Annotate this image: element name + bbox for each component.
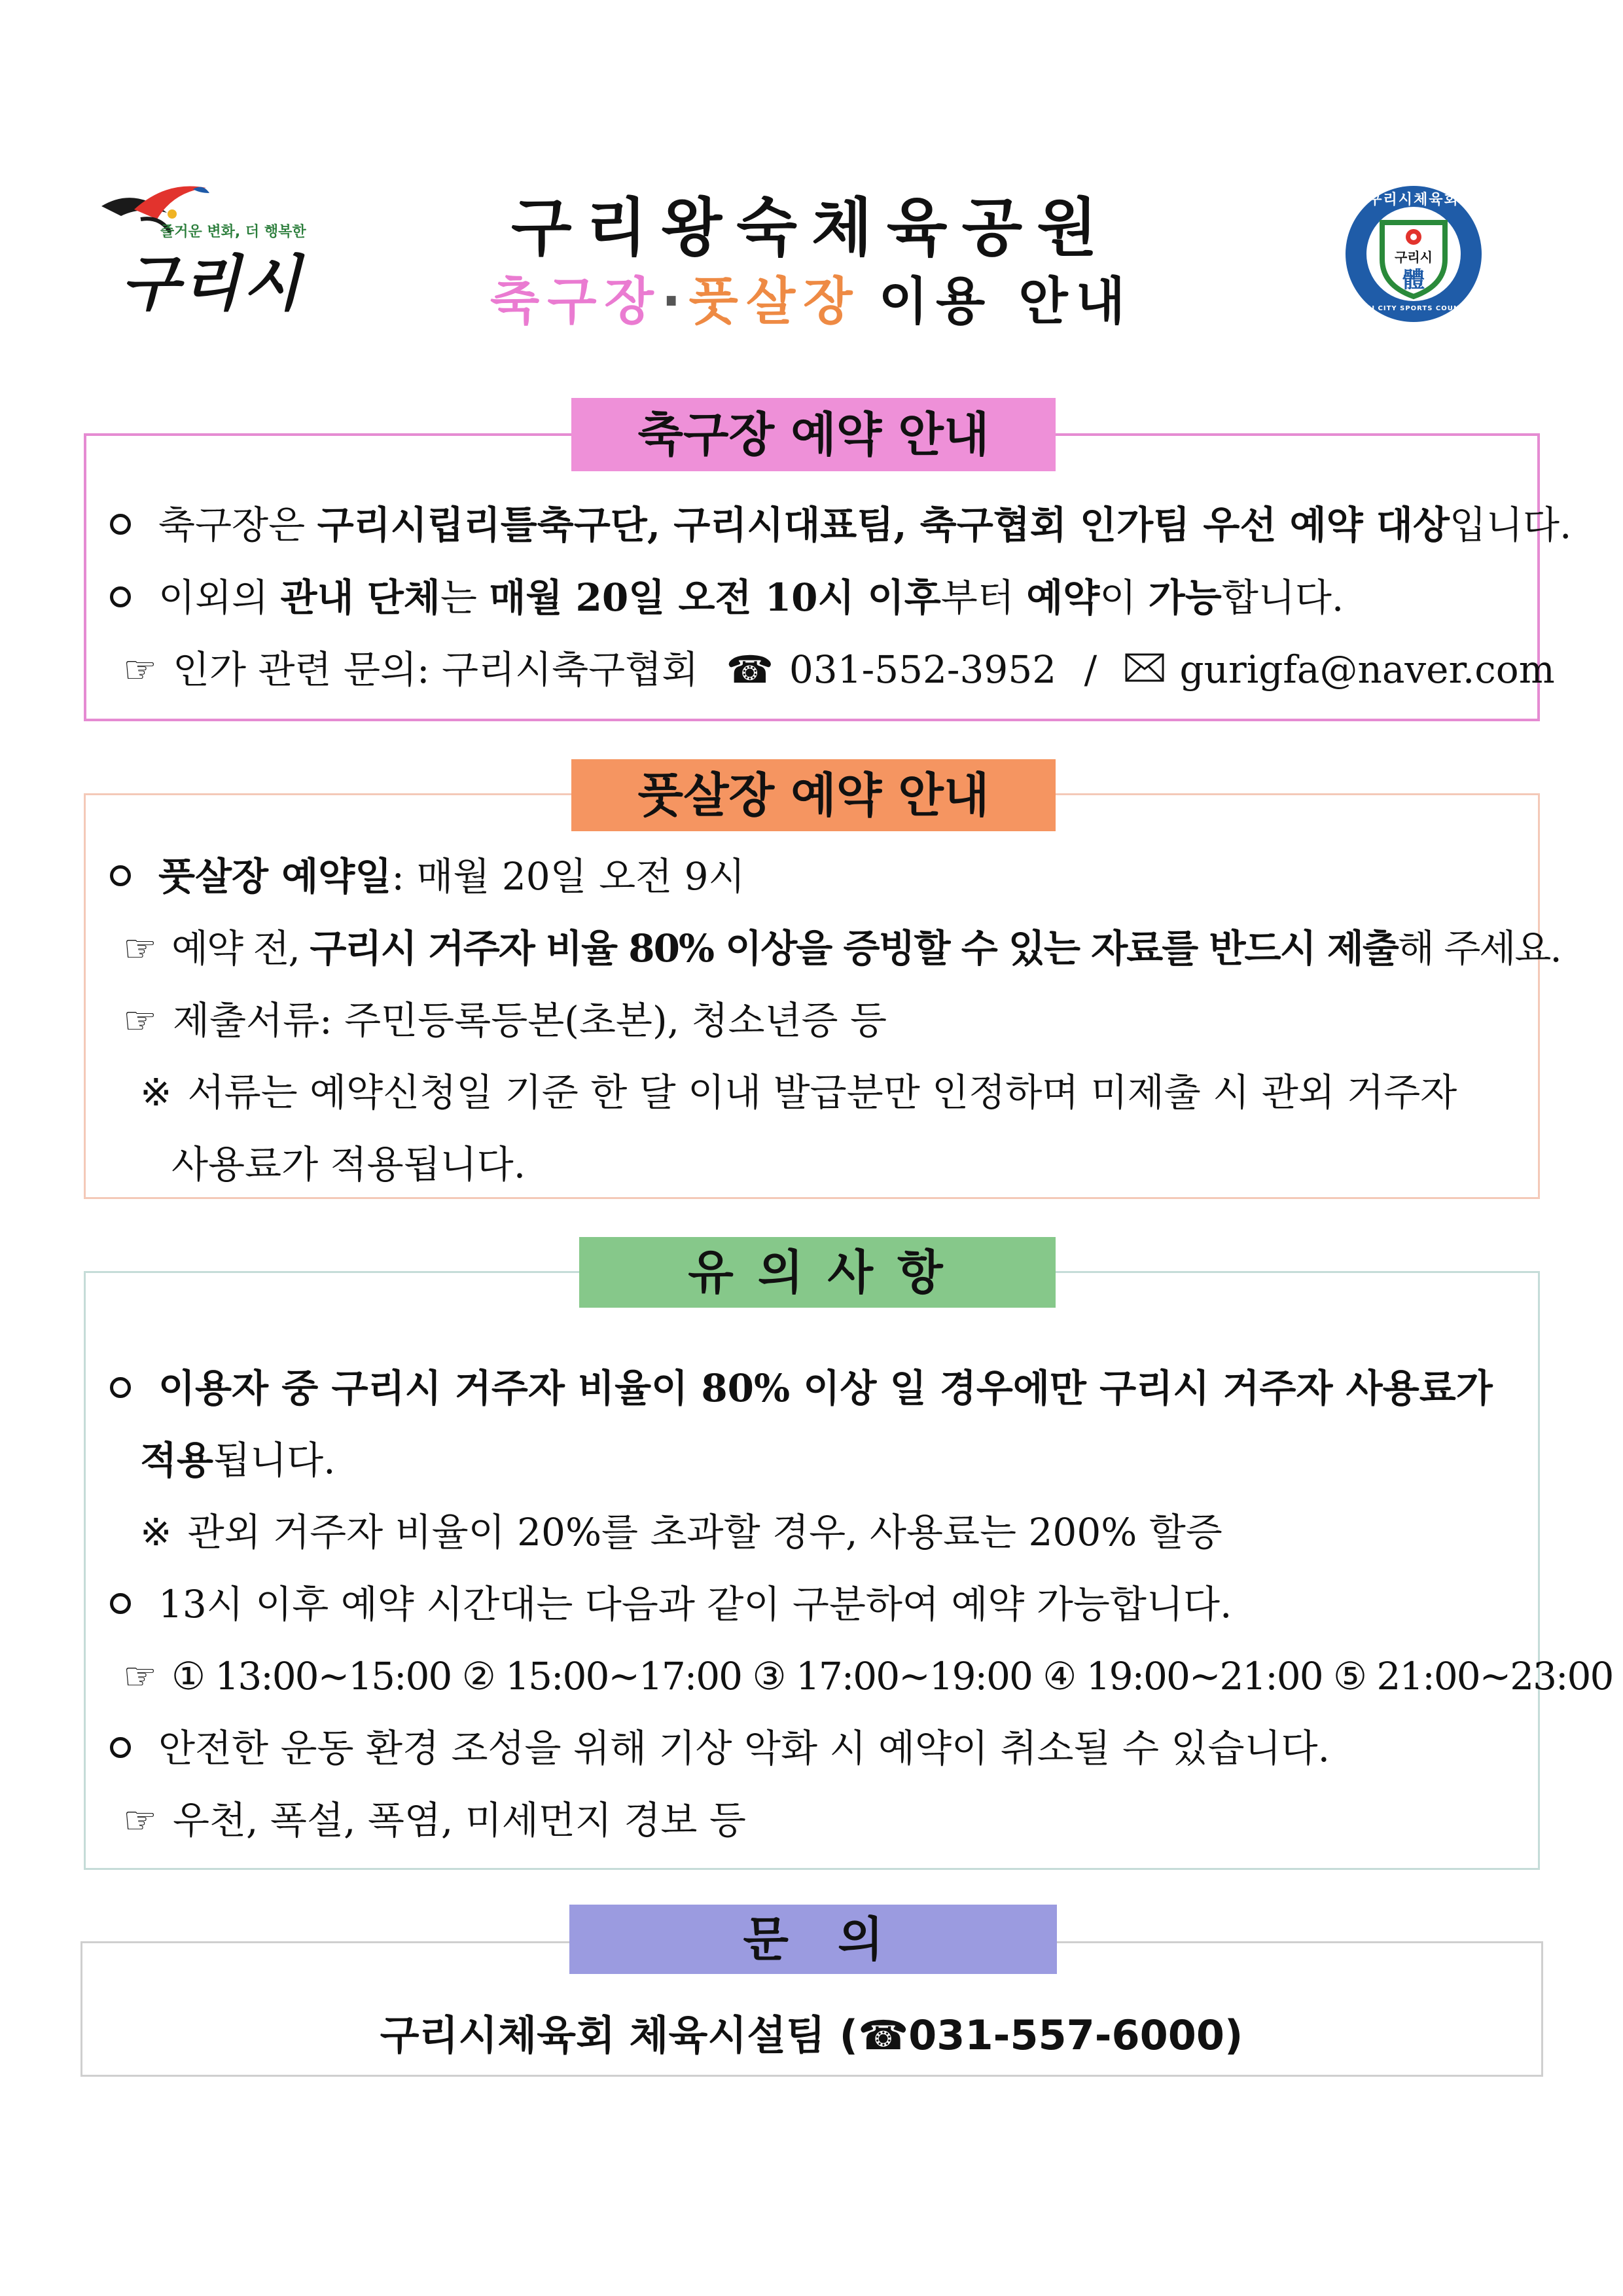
notes-line-6: 안전한 운동 환경 조성을 위해 기상 악화 시 예약이 취소될 수 있습니다. (110, 1729, 1330, 1767)
notes-line-3: ※ 관외 거주자 비율이 20%를 초과할 경우, 사용료는 200% 할증 (140, 1510, 1222, 1554)
phone-icon: ☎ (857, 2011, 909, 2059)
notes-section (84, 1271, 1540, 1870)
futsal-line-5: 사용료가 적용됩니다. (171, 1142, 526, 1187)
soccer-email[interactable]: gurigfa@naver.com (1179, 647, 1555, 692)
futsal-line-2: ☞ 예약 전, 구리시 거주자 비율 80% 이상을 증빙할 수 있는 자료를 반드시 제출해 주세요. (123, 926, 1561, 971)
reference-mark-icon: ※ (140, 1510, 172, 1554)
bullet-circle-icon (110, 514, 131, 535)
emblem-hanja: 體 (1402, 267, 1425, 293)
emblem-ring-text: GURI CITY SPORTS COUNCIL (1354, 305, 1473, 312)
soccer-line-3: ☞ 인가 관련 문의: 구리시축구협회 ☎ 031-552-3952 / gurigfa@naver.com (123, 647, 1555, 692)
contact-section-tab: 문 의 (569, 1905, 1057, 1974)
city-slogan: 즐거운 변화, 더 행복한 (160, 224, 306, 240)
pointing-hand-icon: ☞ (123, 1654, 156, 1698)
notes-line-5 (123, 1654, 1613, 1698)
notes-line-2: 적용됩니다. (140, 1438, 336, 1482)
subtitle-soccer: 축구장 (490, 272, 662, 331)
contact-info: 구리시체육회 체육시설팀 (☎031-557-6000) (380, 2011, 1243, 2059)
contact-phone: 031-557-6000) (908, 2011, 1243, 2059)
notes-section-tab: 유 의 사 항 (579, 1237, 1056, 1308)
futsal-line-1: 풋살장 예약일: 매월 20일 오전 9시 (110, 857, 745, 895)
bullet-circle-icon (110, 586, 131, 607)
notes-line-1: 이용자 중 구리시 거주자 비율이 80% 이상 일 경우에만 구리시 거주자 사용료가 (110, 1369, 1493, 1407)
phone-icon: ☎ (726, 647, 774, 692)
sports-council-emblem (1342, 182, 1486, 326)
emblem-top-text: 구리시체육회 (1368, 192, 1459, 208)
soccer-phone: 031-552-3952 (789, 647, 1057, 692)
time-slots: ① 13:00~15:00 ② 15:00~17:00 ③ 17:00~19:00 ④ 19:00~21:00 ⑤ 21:00~23:00 (171, 1654, 1613, 1698)
envelope-icon (1125, 650, 1164, 688)
subtitle-usage-guide: 이용 안내 (878, 272, 1133, 331)
futsal-line-4: ※ 서류는 예약신청일 기준 한 달 이내 발급분만 인정하며 미제출 시 관외 거주자 (140, 1070, 1457, 1115)
pointing-hand-icon: ☞ (123, 1798, 157, 1842)
soccer-line-2: 이외의 관내 단체는 매월 20일 오전 10시 이후부터 예약이 가능합니다. (110, 579, 1344, 617)
pointing-hand-icon: ☞ (123, 647, 157, 692)
reference-mark-icon: ※ (140, 1070, 172, 1115)
emblem-center-text: 구리시 (1395, 249, 1433, 265)
city-logo-text: 구리시 (121, 248, 304, 319)
notes-line-4: 13시 이후 예약 시간대는 다음과 같이 구분하여 예약 가능합니다. (110, 1585, 1232, 1623)
bullet-circle-icon (110, 1737, 131, 1758)
bullet-circle-icon (110, 1593, 131, 1614)
subtitle-futsal: 풋살장 (688, 272, 861, 331)
subtitle-separator: · (661, 272, 689, 331)
bullet-circle-icon (110, 865, 131, 886)
pointing-hand-icon: ☞ (123, 998, 157, 1043)
pointing-hand-icon: ☞ (123, 926, 156, 971)
futsal-line-3: ☞ 제출서류: 주민등록등본(초본), 청소년증 등 (123, 998, 887, 1043)
soccer-section-tab: 축구장 예약 안내 (571, 398, 1056, 471)
notes-line-7: ☞ 우천, 폭설, 폭염, 미세먼지 경보 등 (123, 1798, 746, 1842)
bullet-circle-icon (110, 1377, 131, 1398)
page-title: 구리왕숙체육공원 (511, 191, 1112, 264)
soccer-line-1: 축구장은 구리시립리틀축구단, 구리시대표팀, 축구협회 인가팀 우선 예약 대상입니다. (110, 506, 1571, 544)
futsal-section-tab: 풋살장 예약 안내 (571, 759, 1056, 831)
